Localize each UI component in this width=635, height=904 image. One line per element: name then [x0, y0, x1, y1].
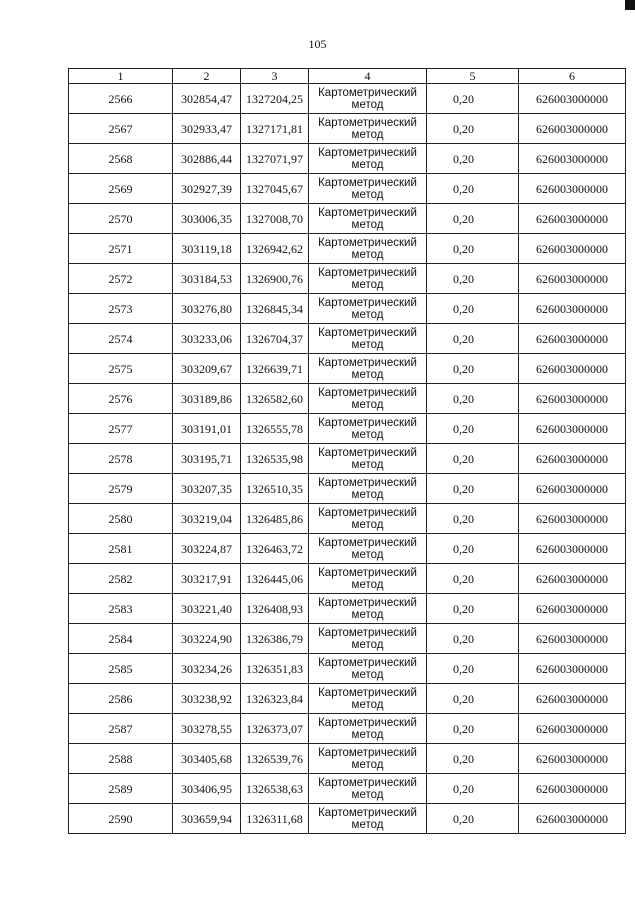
- method-line2: метод: [351, 818, 384, 831]
- cell-method: [309, 714, 427, 744]
- cell-y: 1326900,76: [241, 264, 309, 294]
- cell-code: 626003000000: [519, 324, 626, 354]
- method-line1: Картометрический: [318, 86, 417, 99]
- cell-accuracy: 0,20: [427, 594, 519, 624]
- cell-accuracy: 0,20: [427, 534, 519, 564]
- cell-y: 1326845,34: [241, 294, 309, 324]
- cell-code: 626003000000: [519, 624, 626, 654]
- cell-point-number: 2576: [69, 384, 173, 414]
- table-row: [69, 744, 626, 774]
- cell-x: 303221,40: [173, 594, 241, 624]
- cell-point-number: 2568: [69, 144, 173, 174]
- cell-accuracy: 0,20: [427, 474, 519, 504]
- cell-code: 626003000000: [519, 414, 626, 444]
- table-row: [69, 594, 626, 624]
- cell-point-number: 2574: [69, 324, 173, 354]
- table-row: [69, 684, 626, 714]
- cell-code: 626003000000: [519, 444, 626, 474]
- header-col-4: 4: [309, 69, 427, 84]
- cell-code: 626003000000: [519, 774, 626, 804]
- method-line1: Картометрический: [318, 776, 417, 789]
- cell-y: 1327045,67: [241, 174, 309, 204]
- cell-point-number: 2586: [69, 684, 173, 714]
- method-line2: метод: [351, 248, 384, 261]
- header-col-5: 5: [427, 69, 519, 84]
- method-line1: Картометрический: [318, 386, 417, 399]
- method-line2: метод: [351, 188, 384, 201]
- table-row: [69, 264, 626, 294]
- cell-point-number: 2569: [69, 174, 173, 204]
- table-row: [69, 234, 626, 264]
- cell-code: 626003000000: [519, 744, 626, 774]
- cell-method: [309, 684, 427, 714]
- cell-accuracy: 0,20: [427, 414, 519, 444]
- method-line1: Картометрический: [318, 206, 417, 219]
- cell-y: 1327171,81: [241, 114, 309, 144]
- cell-accuracy: 0,20: [427, 144, 519, 174]
- method-line1: Картометрический: [318, 566, 417, 579]
- cell-accuracy: 0,20: [427, 234, 519, 264]
- method-line2: метод: [351, 728, 384, 741]
- cell-y: 1326535,98: [241, 444, 309, 474]
- table-row: [69, 654, 626, 684]
- cell-point-number: 2585: [69, 654, 173, 684]
- page-number: 105: [308, 37, 327, 51]
- cell-accuracy: 0,20: [427, 714, 519, 744]
- cell-y: 1326408,93: [241, 594, 309, 624]
- cell-x: 303191,01: [173, 414, 241, 444]
- cell-accuracy: 0,20: [427, 264, 519, 294]
- cell-code: 626003000000: [519, 174, 626, 204]
- method-line1: Картометрический: [318, 266, 417, 279]
- cell-point-number: 2587: [69, 714, 173, 744]
- cell-x: 303233,06: [173, 324, 241, 354]
- cell-accuracy: 0,20: [427, 624, 519, 654]
- method-line2: метод: [351, 398, 384, 411]
- cell-method: [309, 594, 427, 624]
- cell-y: 1326942,62: [241, 234, 309, 264]
- cell-point-number: 2567: [69, 114, 173, 144]
- cell-code: 626003000000: [519, 384, 626, 414]
- method-line2: метод: [351, 518, 384, 531]
- cell-point-number: 2582: [69, 564, 173, 594]
- cell-code: 626003000000: [519, 204, 626, 234]
- method-line1: Картометрический: [318, 536, 417, 549]
- table-row: [69, 354, 626, 384]
- cell-x: 303224,90: [173, 624, 241, 654]
- table-row: [69, 504, 626, 534]
- cell-accuracy: 0,20: [427, 654, 519, 684]
- method-line1: Картометрический: [318, 116, 417, 129]
- cell-method: [309, 84, 427, 114]
- cell-point-number: 2583: [69, 594, 173, 624]
- cell-accuracy: 0,20: [427, 384, 519, 414]
- cell-code: 626003000000: [519, 234, 626, 264]
- cell-method: [309, 354, 427, 384]
- cell-code: 626003000000: [519, 294, 626, 324]
- method-line1: Картометрический: [318, 746, 417, 759]
- method-line2: метод: [351, 278, 384, 291]
- cell-x: 303219,04: [173, 504, 241, 534]
- cell-y: 1326510,35: [241, 474, 309, 504]
- method-line1: Картометрический: [318, 506, 417, 519]
- cell-accuracy: 0,20: [427, 504, 519, 534]
- cell-method: [309, 654, 427, 684]
- cell-method: [309, 564, 427, 594]
- table-row: [69, 294, 626, 324]
- cell-code: 626003000000: [519, 714, 626, 744]
- cell-accuracy: 0,20: [427, 354, 519, 384]
- method-line1: Картометрический: [318, 656, 417, 669]
- cell-accuracy: 0,20: [427, 114, 519, 144]
- cell-point-number: 2566: [69, 84, 173, 114]
- cell-y: 1327204,25: [241, 84, 309, 114]
- cell-code: 626003000000: [519, 84, 626, 114]
- method-line1: Картометрический: [318, 326, 417, 339]
- cell-method: [309, 294, 427, 324]
- method-line1: Картометрический: [318, 716, 417, 729]
- cell-x: 303006,35: [173, 204, 241, 234]
- table-row: [69, 564, 626, 594]
- method-line2: метод: [351, 608, 384, 621]
- cell-y: 1326485,86: [241, 504, 309, 534]
- cell-method: [309, 204, 427, 234]
- table-row: [69, 474, 626, 504]
- cell-x: 303217,91: [173, 564, 241, 594]
- cell-point-number: 2580: [69, 504, 173, 534]
- cell-y: 1326555,78: [241, 414, 309, 444]
- cell-code: 626003000000: [519, 534, 626, 564]
- cell-point-number: 2573: [69, 294, 173, 324]
- cell-method: [309, 744, 427, 774]
- table-row: [69, 714, 626, 744]
- cell-method: [309, 624, 427, 654]
- cell-accuracy: 0,20: [427, 204, 519, 234]
- method-line2: метод: [351, 758, 384, 771]
- cell-x: 302854,47: [173, 84, 241, 114]
- cell-method: [309, 144, 427, 174]
- table-row: [69, 444, 626, 474]
- table-row: [69, 624, 626, 654]
- cell-code: 626003000000: [519, 654, 626, 684]
- method-line1: Картометрический: [318, 146, 417, 159]
- cell-y: 1326351,83: [241, 654, 309, 684]
- method-line1: Картометрический: [318, 806, 417, 819]
- cell-x: 303195,71: [173, 444, 241, 474]
- cell-y: 1326463,72: [241, 534, 309, 564]
- method-line2: метод: [351, 428, 384, 441]
- cell-accuracy: 0,20: [427, 294, 519, 324]
- method-line2: метод: [351, 788, 384, 801]
- cell-code: 626003000000: [519, 144, 626, 174]
- cell-method: [309, 444, 427, 474]
- coordinates-table: [68, 68, 626, 834]
- header-col-2: 2: [173, 69, 241, 84]
- header-row: [69, 69, 626, 84]
- cell-point-number: 2579: [69, 474, 173, 504]
- method-line2: метод: [351, 548, 384, 561]
- cell-accuracy: 0,20: [427, 774, 519, 804]
- header-col-6: 6: [519, 69, 626, 84]
- cell-accuracy: 0,20: [427, 324, 519, 354]
- cell-point-number: 2581: [69, 534, 173, 564]
- cell-y: 1326445,06: [241, 564, 309, 594]
- cell-method: [309, 234, 427, 264]
- method-line2: метод: [351, 638, 384, 651]
- cell-y: 1326311,68: [241, 804, 309, 834]
- cell-method: [309, 774, 427, 804]
- cell-code: 626003000000: [519, 474, 626, 504]
- cell-x: 303276,80: [173, 294, 241, 324]
- cell-y: 1327008,70: [241, 204, 309, 234]
- table-row: [69, 84, 626, 114]
- header-col-1: 1: [69, 69, 173, 84]
- table-row: [69, 324, 626, 354]
- table-row: [69, 204, 626, 234]
- method-line1: Картометрический: [318, 356, 417, 369]
- cell-point-number: 2571: [69, 234, 173, 264]
- cell-code: 626003000000: [519, 114, 626, 144]
- cell-x: 303207,35: [173, 474, 241, 504]
- cell-code: 626003000000: [519, 354, 626, 384]
- cell-y: 1326704,37: [241, 324, 309, 354]
- cell-code: 626003000000: [519, 564, 626, 594]
- cell-accuracy: 0,20: [427, 564, 519, 594]
- cell-y: 1326323,84: [241, 684, 309, 714]
- cell-point-number: 2572: [69, 264, 173, 294]
- cell-method: [309, 264, 427, 294]
- cell-x: 303189,86: [173, 384, 241, 414]
- cell-y: 1327071,97: [241, 144, 309, 174]
- cell-point-number: 2570: [69, 204, 173, 234]
- cell-x: 303278,55: [173, 714, 241, 744]
- method-line2: метод: [351, 218, 384, 231]
- cell-accuracy: 0,20: [427, 684, 519, 714]
- method-line2: метод: [351, 488, 384, 501]
- cell-method: [309, 384, 427, 414]
- cell-method: [309, 414, 427, 444]
- method-line2: метод: [351, 458, 384, 471]
- table-row: [69, 174, 626, 204]
- cell-y: 1326639,71: [241, 354, 309, 384]
- cell-accuracy: 0,20: [427, 744, 519, 774]
- table-row: [69, 414, 626, 444]
- cell-x: 302933,47: [173, 114, 241, 144]
- cell-code: 626003000000: [519, 804, 626, 834]
- cell-code: 626003000000: [519, 594, 626, 624]
- cell-x: 303238,92: [173, 684, 241, 714]
- cell-point-number: 2577: [69, 414, 173, 444]
- method-line2: метод: [351, 128, 384, 141]
- method-line1: Картометрический: [318, 236, 417, 249]
- cell-x: 303184,53: [173, 264, 241, 294]
- table-row: [69, 804, 626, 834]
- table-body: [69, 84, 626, 834]
- cell-y: 1326373,07: [241, 714, 309, 744]
- method-line2: метод: [351, 368, 384, 381]
- cell-method: [309, 324, 427, 354]
- cell-x: 303659,94: [173, 804, 241, 834]
- method-line2: метод: [351, 698, 384, 711]
- cell-x: 303209,67: [173, 354, 241, 384]
- method-line2: метод: [351, 308, 384, 321]
- method-line1: Картометрический: [318, 446, 417, 459]
- cell-code: 626003000000: [519, 504, 626, 534]
- method-line2: метод: [351, 98, 384, 111]
- cell-method: [309, 504, 427, 534]
- cell-x: 303234,26: [173, 654, 241, 684]
- cell-accuracy: 0,20: [427, 804, 519, 834]
- method-line1: Картометрический: [318, 596, 417, 609]
- method-line1: Картометрический: [318, 626, 417, 639]
- cell-x: 302927,39: [173, 174, 241, 204]
- cell-point-number: 2590: [69, 804, 173, 834]
- cell-point-number: 2575: [69, 354, 173, 384]
- method-line2: метод: [351, 338, 384, 351]
- method-line1: Картометрический: [318, 176, 417, 189]
- method-line1: Картометрический: [318, 416, 417, 429]
- method-line1: Картометрический: [318, 476, 417, 489]
- cell-accuracy: 0,20: [427, 174, 519, 204]
- method-line1: Картометрический: [318, 686, 417, 699]
- cell-y: 1326386,79: [241, 624, 309, 654]
- cell-x: 303406,95: [173, 774, 241, 804]
- method-line1: Картометрический: [318, 296, 417, 309]
- cell-point-number: 2589: [69, 774, 173, 804]
- table-row: [69, 144, 626, 174]
- cell-code: 626003000000: [519, 264, 626, 294]
- cell-point-number: 2578: [69, 444, 173, 474]
- cell-code: 626003000000: [519, 684, 626, 714]
- cell-x: 303405,68: [173, 744, 241, 774]
- cell-y: 1326582,60: [241, 384, 309, 414]
- table-row: [69, 534, 626, 564]
- header-col-3: 3: [241, 69, 309, 84]
- cell-method: [309, 114, 427, 144]
- cell-x: 303224,87: [173, 534, 241, 564]
- cell-method: [309, 534, 427, 564]
- table-row: [69, 774, 626, 804]
- cell-x: 302886,44: [173, 144, 241, 174]
- cell-accuracy: 0,20: [427, 84, 519, 114]
- cell-method: [309, 174, 427, 204]
- cell-method: [309, 474, 427, 504]
- corner-mark: [625, 0, 635, 10]
- cell-point-number: 2588: [69, 744, 173, 774]
- method-line2: метод: [351, 668, 384, 681]
- table-row: [69, 114, 626, 144]
- table-row: [69, 384, 626, 414]
- cell-accuracy: 0,20: [427, 444, 519, 474]
- method-line2: метод: [351, 578, 384, 591]
- cell-y: 1326539,76: [241, 744, 309, 774]
- method-line2: метод: [351, 158, 384, 171]
- cell-method: [309, 804, 427, 834]
- cell-point-number: 2584: [69, 624, 173, 654]
- cell-y: 1326538,63: [241, 774, 309, 804]
- cell-x: 303119,18: [173, 234, 241, 264]
